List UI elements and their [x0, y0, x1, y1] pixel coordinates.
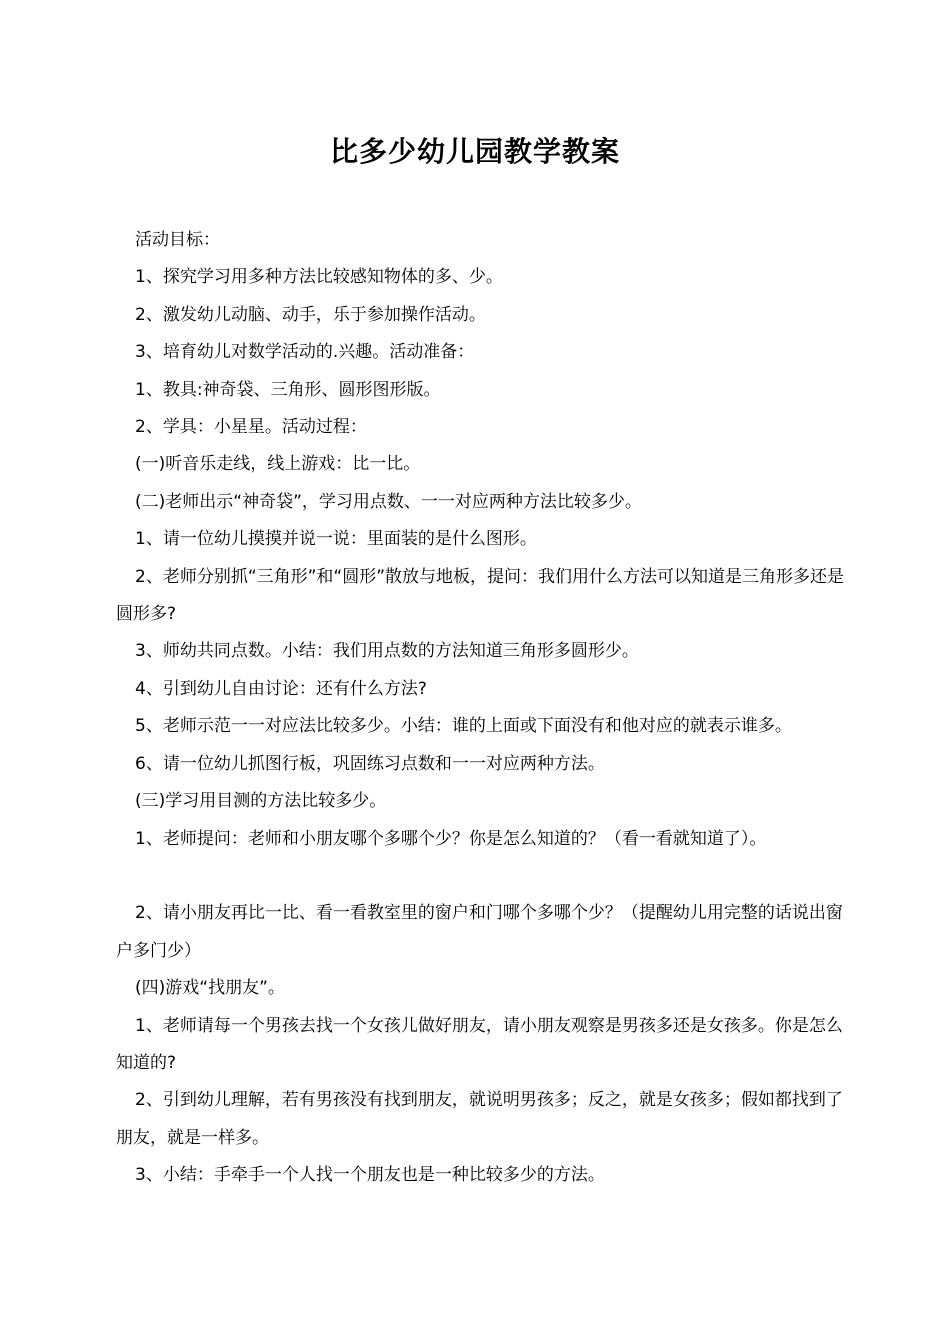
paragraph-step-2-item-3: 3、师幼共同点数。小结：我们用点数的方法知道三角形多圆形少。: [135, 641, 639, 662]
paragraph-step-4-item-2: 2、引到幼儿理解，若有男孩没有找到朋友，就说明男孩多；反之，就是女孩多；假如都找到了朋友，就是一样多。: [116, 1090, 843, 1148]
document-body: [116, 222, 856, 1195]
paragraph-step-3: (三)学习用目测的方法比较多少。: [135, 791, 387, 812]
paragraph-step-2: (二)老师出示“神奇袋”，学习用点数、一一对应两种方法比较多少。: [135, 491, 642, 512]
paragraph-prep-1: 1、教具:神奇袋、三角形、圆形图形版。: [135, 379, 441, 400]
paragraph-step-2-item-6: 6、请一位幼儿抓图行板，巩固练习点数和一一对应两种方法。: [135, 753, 605, 774]
paragraph-goal-2: 2、激发幼儿动脑、动手，乐于参加操作活动。: [135, 304, 486, 325]
paragraph-step-2-item-5: 5、老师示范一一对应法比较多少。小结：谁的上面或下面没有和他对应的就表示谁多。: [135, 716, 792, 737]
page-title: 比多少幼儿园教学教案: [329, 135, 620, 168]
paragraph-goal-1: 1、探究学习用多种方法比较感知物体的多、少。: [135, 267, 503, 288]
paragraph-step-4-item-1: 1、老师请每一个男孩去找一个女孩儿做好朋友，请小朋友观察是男孩多还是女孩多。你是怎么知道的?: [116, 1015, 843, 1073]
paragraph-step-3-item-1: 1、老师提问：老师和小朋友哪个多哪个少？你是怎么知道的？（看一看就知道了）。: [135, 828, 767, 849]
paragraph-spacer: [116, 858, 856, 895]
paragraph-activity-goals-heading: 活动目标：: [135, 230, 220, 250]
paragraph-step-4-item-3: 3、小结：手牵手一个人找一个朋友也是一种比较多少的方法。: [135, 1165, 605, 1186]
paragraph-step-2-item-2: 2、老师分别抓“三角形”和“圆形”散放与地板，提问：我们用什么方法可以知道是三角形多还是圆形多?: [116, 566, 845, 625]
paragraph-step-1: (一)听音乐走线，线上游戏：比一比。: [135, 454, 421, 475]
paragraph-step-2-item-1: 1、请一位幼儿摸摸并说一说：里面装的是什么图形。: [135, 529, 537, 550]
paragraph-goal-3: 3、培育幼儿对数学活动的.兴趣。活动准备：: [135, 342, 475, 363]
paragraph-step-3-item-2: 2、请小朋友再比一比、看一看教室里的窗户和门哪个多哪个少？（提醒幼儿用完整的话说出窗户多门少）: [116, 903, 843, 961]
paragraph-step-2-item-4: 4、引到幼儿自由讨论：还有什么方法?: [135, 678, 427, 699]
paragraph-step-4: (四)游戏“找朋友”。: [135, 978, 285, 999]
paragraph-prep-2: 2、学具：小星星。活动过程：: [135, 417, 367, 438]
